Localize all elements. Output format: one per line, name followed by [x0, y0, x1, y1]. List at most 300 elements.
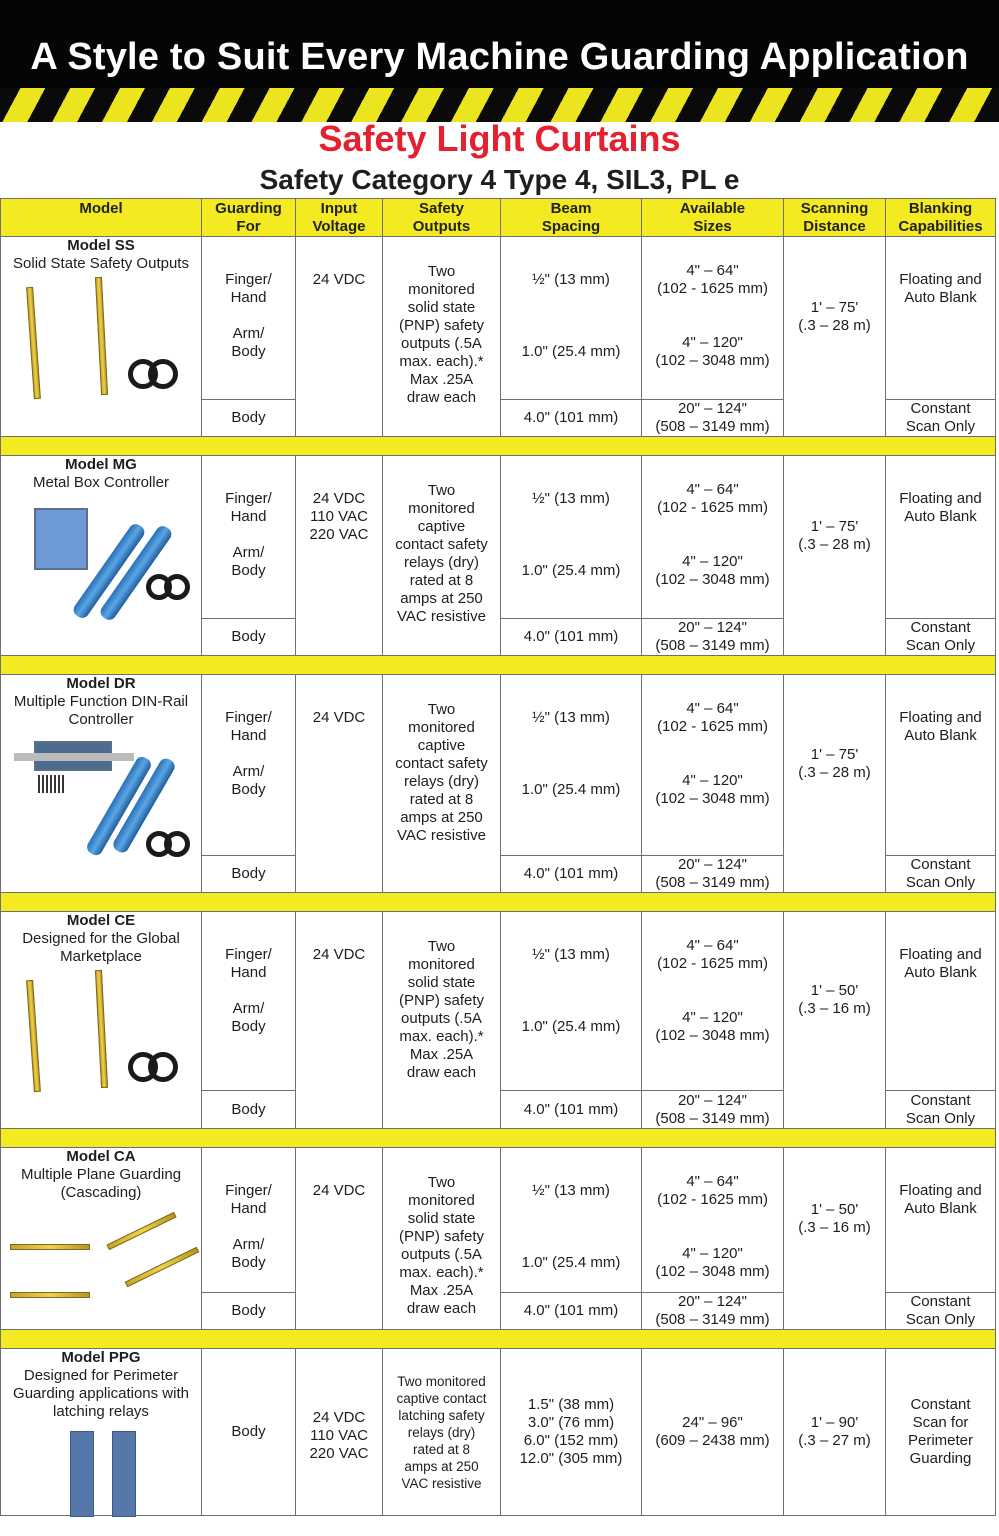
cell-text: Body [231, 562, 266, 579]
col-header-text: Blanking [908, 199, 973, 217]
table-row [1, 237, 996, 400]
col-header-text: Available [679, 199, 746, 217]
col-header-text: Distance [803, 217, 866, 235]
cell-text: Body [231, 409, 266, 426]
cell-text: contact safety [395, 536, 488, 553]
safety-outputs-cell [383, 456, 501, 656]
cell-text: 3.0" (76 mm) [527, 1414, 615, 1431]
available-sizes-cell [642, 619, 784, 656]
cell-text: 24 VDC [312, 709, 366, 726]
cell-text: Arm/ [232, 763, 265, 780]
cell-text: 20" – 124" [677, 1091, 748, 1109]
guarding-for-cell [202, 1293, 296, 1330]
blanking-cell [886, 1293, 996, 1330]
cell-text: 4" – 120" [682, 1245, 743, 1262]
cell-text: Two [427, 263, 456, 280]
guarding-for-cell [202, 675, 296, 856]
cell-text: Hand [230, 727, 267, 744]
cell-text: Finger/ [225, 946, 272, 963]
cell-text: 1.0" (25.4 mm) [521, 343, 621, 360]
cell-text: Hand [230, 1200, 267, 1217]
cell-text: 24 VDC [312, 490, 366, 507]
beam-spacing-cell [501, 675, 642, 856]
model-name: Model SS [67, 237, 135, 254]
guarding-for-cell [202, 456, 296, 619]
cell-text: Arm/ [232, 325, 265, 342]
cell-text: ½" (13 mm) [532, 490, 610, 507]
cell-text: 4.0" (101 mm) [523, 1302, 619, 1319]
light-curtain-emitter-icon [26, 980, 41, 1092]
table-header-row [1, 199, 996, 237]
cell-text: 4" – 64" [686, 700, 739, 717]
light-curtain-icon [124, 1247, 199, 1287]
cell-text: (102 – 3048 mm) [655, 1027, 770, 1044]
col-header-text: Spacing [541, 217, 601, 235]
guarding-for-cell [202, 856, 296, 893]
beam-spacing-cell [501, 1148, 642, 1293]
cable-coil-icon [164, 831, 190, 857]
beam-spacing-cell [501, 619, 642, 656]
model-description: Marketplace [60, 948, 142, 965]
cell-text: (508 – 3149 mm) [655, 874, 770, 891]
cell-text: (.3 – 28 m) [798, 763, 871, 781]
light-curtain-icon [106, 1212, 176, 1250]
available-sizes-cell [642, 237, 784, 400]
cell-text: 24 VDC [312, 271, 366, 288]
guarding-for-cell [202, 1148, 296, 1293]
table-row [1, 1349, 996, 1516]
blanking-cell [886, 456, 996, 619]
cell-text: 12.0" (305 mm) [519, 1450, 623, 1467]
safety-outputs-cell [383, 1349, 501, 1516]
din-rail-icon [14, 753, 134, 761]
table-row [1, 912, 996, 1091]
model-description: Multiple Function DIN-Rail [13, 693, 189, 710]
beam-spacing-cell [501, 237, 642, 400]
separator-band [1, 437, 996, 456]
controller-box-icon [34, 508, 88, 570]
cell-text: (102 - 1625 mm) [657, 955, 768, 972]
spec-table [0, 198, 996, 1516]
perimeter-guard-unit-icon [70, 1431, 94, 1517]
cell-text: 4" – 120" [682, 772, 743, 789]
cell-text: Arm/ [232, 1236, 265, 1253]
cell-text: Finger/ [225, 709, 272, 726]
cell-text: Floating and [899, 1182, 982, 1199]
col-header-available-sizes [642, 199, 784, 237]
cell-text: max. each).* [399, 353, 484, 370]
cell-text: Body [231, 1302, 266, 1319]
cell-text: 4" – 64" [686, 262, 739, 279]
cell-text: (PNP) safety [398, 1228, 485, 1245]
cell-text: 1' – 75' [810, 745, 859, 763]
cell-text: Constant [910, 400, 971, 417]
cell-text: ½" (13 mm) [532, 946, 610, 963]
separator-band [1, 1330, 996, 1349]
product-image [6, 277, 196, 397]
model-description: Solid State Safety Outputs [13, 255, 189, 272]
safety-outputs-cell [383, 1148, 501, 1330]
safety-outputs-cell [383, 675, 501, 893]
model-cell [1, 237, 202, 437]
cell-text: 20" – 124" [677, 400, 748, 417]
cell-text: 220 VAC [309, 1445, 369, 1462]
cell-text: (102 – 3048 mm) [655, 571, 770, 588]
cell-text: Auto Blank [904, 508, 977, 525]
cell-text: 4" – 120" [682, 1009, 743, 1026]
cell-text: 4" – 64" [686, 481, 739, 498]
cell-text: Constant [910, 1396, 971, 1413]
guarding-for-cell [202, 912, 296, 1091]
blanking-cell [886, 400, 996, 437]
input-voltage-cell [296, 456, 383, 656]
cell-text: 1.0" (25.4 mm) [521, 1254, 621, 1271]
cell-text: max. each).* [399, 1264, 484, 1281]
cell-text: relays (dry) [403, 773, 479, 790]
table-row [1, 456, 996, 619]
cell-text: amps at 250 [400, 809, 483, 826]
col-header-model [1, 199, 202, 237]
cell-text: monitored [408, 719, 475, 736]
cell-text: VAC resistive [397, 827, 486, 844]
cell-text: ½" (13 mm) [532, 709, 610, 726]
available-sizes-cell [642, 1349, 784, 1516]
cell-text: (.3 – 28 m) [798, 316, 871, 334]
beam-spacing-cell [501, 400, 642, 437]
cell-text: Max .25A [409, 1046, 474, 1063]
row-separator [1, 656, 996, 675]
cell-text: 4" – 120" [682, 553, 743, 570]
model-description: (Cascading) [60, 1184, 142, 1201]
input-voltage-cell [296, 237, 383, 437]
cell-text: rated at 8 [412, 1441, 471, 1457]
cell-text: solid state [407, 299, 476, 316]
cell-text: amps at 250 [400, 590, 483, 607]
cell-text: captive contact [396, 1390, 487, 1406]
cell-text: Floating and [899, 271, 982, 288]
model-description: latching relays [53, 1403, 149, 1420]
blanking-cell [886, 237, 996, 400]
cell-text: Two monitored [397, 1373, 486, 1389]
cell-text: 20" – 124" [677, 1293, 748, 1310]
product-image [4, 1206, 199, 1316]
row-separator [1, 1330, 996, 1349]
row-separator [1, 893, 996, 912]
cell-text: Scan Only [905, 637, 976, 654]
scanning-distance-cell [784, 1349, 886, 1516]
blanking-cell [886, 675, 996, 856]
row-separator [1, 1129, 996, 1148]
cell-text: outputs (.5A [401, 1246, 482, 1263]
cell-text: Scan for [912, 1414, 969, 1431]
cell-text: 1' – 75' [810, 298, 859, 316]
cell-text: Constant [910, 1091, 971, 1109]
cell-text: relays (dry) [407, 1424, 476, 1440]
separator-band [1, 893, 996, 912]
beam-spacing-cell [501, 912, 642, 1091]
beam-spacing-cell [501, 456, 642, 619]
cell-text: monitored [408, 500, 475, 517]
col-header-text: Sizes [693, 217, 732, 235]
product-image [6, 970, 196, 1090]
model-cell [1, 675, 202, 893]
model-cell [1, 1148, 202, 1330]
cell-text: Body [231, 865, 266, 882]
cell-text: Perimeter [907, 1432, 974, 1449]
available-sizes-cell [642, 675, 784, 856]
cell-text: VAC resistive [401, 1475, 482, 1491]
cell-text: 20" – 124" [677, 856, 748, 873]
guarding-for-cell [202, 400, 296, 437]
cell-text: (609 – 2438 mm) [655, 1432, 770, 1449]
model-name: Model CA [66, 1148, 136, 1165]
cell-text: Auto Blank [904, 964, 977, 981]
cell-text: 4.0" (101 mm) [523, 865, 619, 882]
col-header-text: Input [320, 199, 358, 217]
cell-text: (PNP) safety [398, 317, 485, 334]
cell-text: monitored [408, 956, 475, 973]
terminal-block-icon [38, 775, 66, 793]
scanning-distance-cell [784, 456, 886, 656]
col-header-text: Safety [418, 199, 465, 217]
blanking-cell [886, 856, 996, 893]
available-sizes-cell [642, 400, 784, 437]
beam-spacing-cell [501, 1293, 642, 1330]
cell-text: Constant [910, 619, 971, 636]
input-voltage-cell [296, 675, 383, 893]
blanking-cell [886, 912, 996, 1091]
cell-text: 1' – 50' [810, 1200, 859, 1218]
cell-text: (PNP) safety [398, 992, 485, 1009]
cell-text: outputs (.5A [401, 335, 482, 352]
cell-text: Body [231, 781, 266, 798]
cell-text: 24" – 96" [682, 1414, 743, 1431]
cell-text: Arm/ [232, 1000, 265, 1017]
cell-text: 1' – 90' [810, 1414, 859, 1431]
cable-coil-icon [148, 1052, 178, 1082]
cell-text: 24 VDC [312, 1409, 366, 1426]
cell-text: ½" (13 mm) [532, 271, 610, 288]
cell-text: (508 – 3149 mm) [655, 1311, 770, 1328]
model-description: Designed for the Global [22, 930, 180, 947]
blanking-cell [886, 1091, 996, 1129]
cell-text: Two [427, 482, 456, 499]
guarding-for-cell [202, 237, 296, 400]
col-header-text: Beam [550, 199, 592, 217]
cell-text: Body [231, 1423, 266, 1440]
col-header-guarding-for [202, 199, 296, 237]
cell-text: (.3 – 27 m) [798, 1432, 871, 1449]
model-cell [1, 1349, 202, 1516]
blanking-cell [886, 1148, 996, 1293]
cell-text: 4.0" (101 mm) [523, 628, 619, 645]
cell-text: (102 - 1625 mm) [657, 499, 768, 516]
cell-text: solid state [407, 1210, 476, 1227]
col-header-text: For [236, 217, 261, 235]
guarding-for-cell [202, 1091, 296, 1129]
cell-text: Floating and [899, 490, 982, 507]
cell-text: captive [417, 737, 466, 754]
cell-text: captive [417, 518, 466, 535]
cell-text: Max .25A [409, 1282, 474, 1299]
col-header-text: Model [79, 200, 123, 217]
model-description: Metal Box Controller [33, 474, 169, 491]
cell-text: Auto Blank [904, 289, 977, 306]
available-sizes-cell [642, 1091, 784, 1129]
cell-text: Scan Only [905, 1311, 976, 1328]
cell-text: draw each [406, 389, 477, 406]
cable-coil-icon [148, 359, 178, 389]
header-banner [0, 0, 999, 122]
model-description: Designed for Perimeter [23, 1367, 179, 1384]
cell-text: Body [231, 1018, 266, 1035]
cell-text: Floating and [899, 946, 982, 963]
cell-text: draw each [406, 1300, 477, 1317]
guarding-for-cell [202, 1349, 296, 1516]
cell-text: (102 - 1625 mm) [657, 1191, 768, 1208]
input-voltage-cell [296, 912, 383, 1129]
safety-outputs-cell [383, 237, 501, 437]
cell-text: contact safety [395, 755, 488, 772]
cell-text: 4" – 64" [686, 937, 739, 954]
cell-text: (.3 – 16 m) [798, 1218, 871, 1236]
separator-band [1, 656, 996, 675]
available-sizes-cell [642, 1148, 784, 1293]
hazard-stripe [0, 88, 999, 122]
col-header-beam-spacing [501, 199, 642, 237]
cell-text: outputs (.5A [401, 1010, 482, 1027]
scanning-distance-cell [784, 912, 886, 1129]
cell-text: rated at 8 [409, 572, 474, 589]
cell-text: Body [231, 1100, 266, 1118]
cell-text: Finger/ [225, 271, 272, 288]
cell-text: (102 – 3048 mm) [655, 352, 770, 369]
cell-text: Scan Only [905, 874, 976, 891]
available-sizes-cell [642, 1293, 784, 1330]
cell-text: Hand [230, 289, 267, 306]
cell-text: Max .25A [409, 371, 474, 388]
available-sizes-cell [642, 912, 784, 1091]
product-image [6, 1425, 196, 1515]
separator-band [1, 1129, 996, 1148]
cell-text: 220 VAC [309, 526, 369, 543]
input-voltage-cell [296, 1349, 383, 1516]
cell-text: Scan Only [905, 418, 976, 435]
cell-text: Scan Only [905, 1109, 976, 1127]
cell-text: (.3 – 28 m) [798, 535, 871, 553]
cell-text: monitored [408, 1192, 475, 1209]
cell-text: Floating and [899, 709, 982, 726]
cell-text: Auto Blank [904, 1200, 977, 1217]
cell-text: 110 VAC [310, 508, 368, 525]
cell-text: 1' – 50' [810, 982, 859, 999]
model-description: Multiple Plane Guarding [20, 1166, 182, 1183]
cell-text: latching safety [398, 1407, 485, 1423]
page-subtitle: Safety Category 4 Type 4, SIL3, PL e [259, 164, 740, 195]
cable-coil-icon [164, 574, 190, 600]
col-header-text: Guarding [215, 199, 282, 217]
col-header-input-voltage [296, 199, 383, 237]
light-curtain-receiver-icon [95, 970, 108, 1088]
cell-text: 4" – 64" [686, 1173, 739, 1190]
model-cell [1, 456, 202, 656]
cell-text: (508 – 3149 mm) [655, 637, 770, 654]
cell-text: rated at 8 [409, 791, 474, 808]
model-name: Model DR [66, 675, 136, 692]
cell-text: Body [231, 628, 266, 645]
product-image [6, 496, 196, 621]
cell-text: 4.0" (101 mm) [523, 409, 619, 426]
cell-text: relays (dry) [403, 554, 479, 571]
blanking-cell [886, 619, 996, 656]
cell-text: VAC resistive [397, 608, 486, 625]
model-description: Controller [68, 711, 134, 728]
cell-text: Arm/ [232, 544, 265, 561]
cell-text: 110 VAC [310, 1427, 368, 1444]
banner-title: A Style to Suit Every Machine Guarding Application [30, 36, 969, 78]
row-separator [1, 437, 996, 456]
cell-text: amps at 250 [404, 1458, 479, 1474]
cell-text: Constant [910, 856, 971, 873]
input-voltage-cell [296, 1148, 383, 1330]
model-name: Model CE [66, 912, 136, 929]
cell-text: Auto Blank [904, 727, 977, 744]
safety-outputs-cell [383, 912, 501, 1129]
available-sizes-cell [642, 456, 784, 619]
cell-text: 6.0" (152 mm) [523, 1432, 619, 1449]
cell-text: solid state [407, 974, 476, 991]
cell-text: Two [427, 1174, 456, 1191]
col-header-text: Scanning [800, 199, 869, 217]
cell-text: 4" – 120" [682, 334, 743, 351]
cell-text: 1' – 75' [810, 517, 859, 535]
blanking-cell [886, 1349, 996, 1516]
light-curtain-emitter-icon [26, 287, 41, 399]
light-curtain-receiver-icon [95, 277, 108, 395]
col-header-text: Capabilities [898, 217, 983, 235]
cell-text: Finger/ [225, 490, 272, 507]
cell-text: 24 VDC [312, 946, 366, 963]
col-header-safety-outputs [383, 199, 501, 237]
model-cell [1, 912, 202, 1129]
cell-text: (102 - 1625 mm) [657, 718, 768, 735]
guarding-for-cell [202, 619, 296, 656]
cell-text: Guarding [909, 1450, 972, 1467]
cell-text: Body [231, 343, 266, 360]
cell-text: (102 – 3048 mm) [655, 790, 770, 807]
cell-text: (102 – 3048 mm) [655, 1263, 770, 1280]
cell-text: Hand [230, 508, 267, 525]
col-header-scanning-distance [784, 199, 886, 237]
cell-text: (508 – 3149 mm) [655, 418, 770, 435]
scanning-distance-cell [784, 237, 886, 437]
cell-text: 4.0" (101 mm) [523, 1100, 619, 1118]
table-row [1, 675, 996, 856]
beam-spacing-cell [501, 1349, 642, 1516]
available-sizes-cell [642, 856, 784, 893]
model-name: Model MG [65, 456, 137, 473]
light-curtain-icon [10, 1292, 90, 1298]
page-title: Safety Light Curtains [318, 118, 681, 159]
cell-text: draw each [406, 1064, 477, 1081]
cell-text: ½" (13 mm) [532, 1182, 610, 1199]
light-curtain-icon [10, 1244, 90, 1250]
cell-text: 1.0" (25.4 mm) [521, 781, 621, 798]
cell-text: (.3 – 16 m) [798, 1000, 871, 1017]
beam-spacing-cell [501, 1091, 642, 1129]
scanning-distance-cell [784, 1148, 886, 1330]
model-name: Model PPG [61, 1349, 141, 1366]
